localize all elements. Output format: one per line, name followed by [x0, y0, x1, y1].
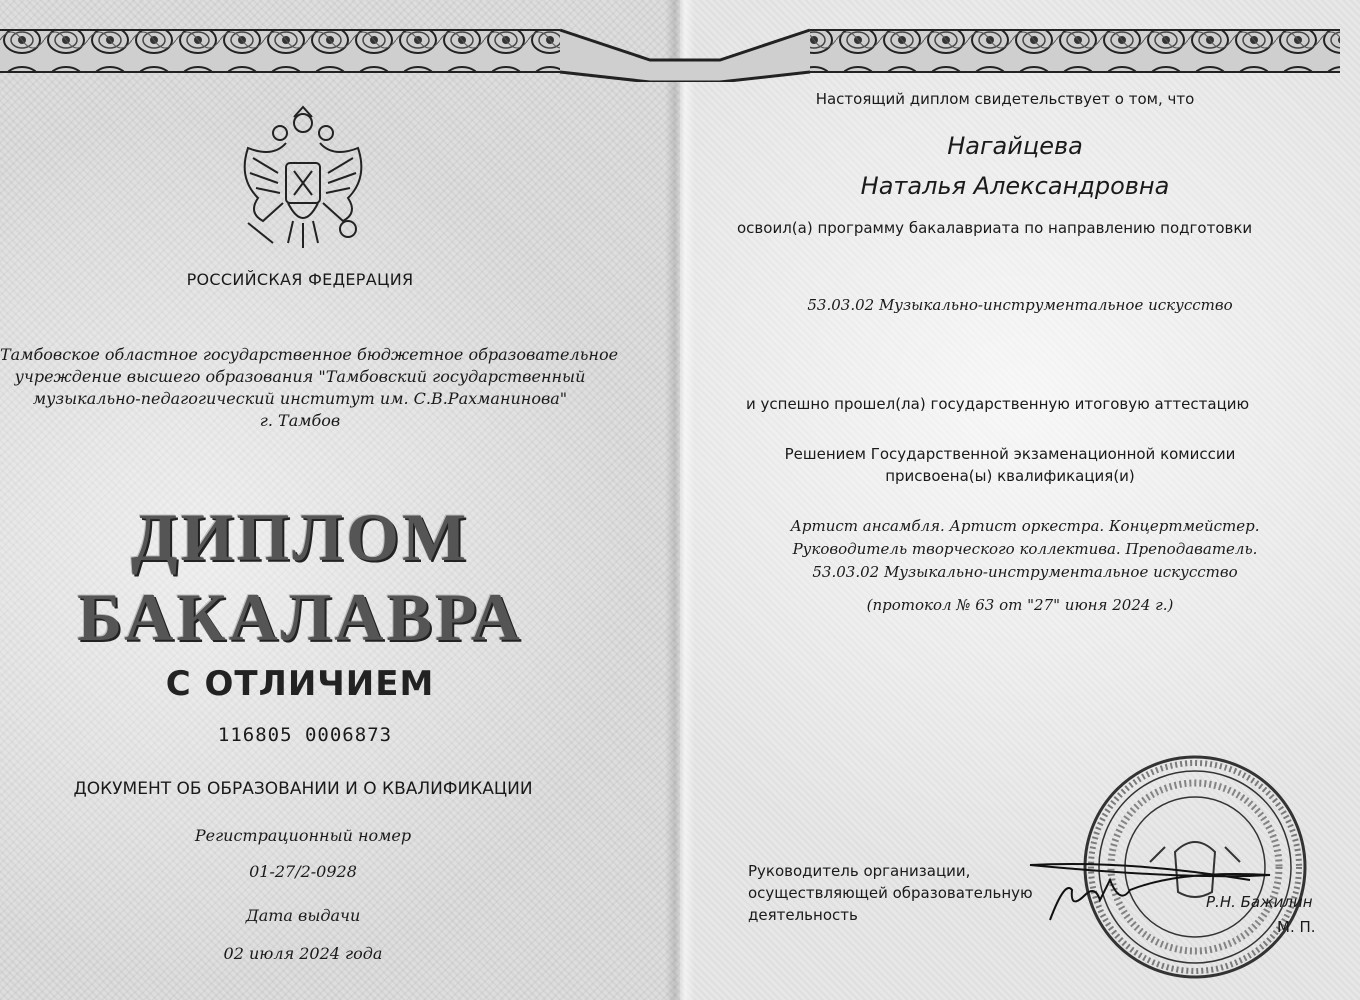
qualification-line: 53.03.02 Музыкально-инструментальное искусство: [812, 563, 1238, 581]
signatory-name: Р.Н. Бажилин: [1206, 893, 1313, 911]
ornamental-border: [0, 20, 1340, 82]
diploma-title-line1: ДИПЛОМ: [130, 499, 470, 575]
seal-place-mark: М. П.: [1277, 918, 1316, 936]
commission-line: присвоена(ы) квалификация(и): [885, 467, 1135, 485]
page-fold: [665, 0, 695, 1000]
institution-city: г. Тамбов: [259, 411, 341, 430]
issue-date: 02 июля 2024 года: [223, 944, 383, 963]
country-name: РОССИЙСКАЯ ФЕДЕРАЦИЯ: [186, 270, 414, 289]
graduate-surname: Нагайцева: [947, 132, 1083, 160]
attestation-text: и успешно прошел(ла) государственную итоговую аттестацию: [746, 395, 1250, 413]
institution-line: музыкально-педагогический институт им. С.В.Рахманинова": [32, 389, 568, 408]
registration-number: 01-27/2-0928: [249, 862, 357, 881]
graduate-given-names: Наталья Александровна: [860, 172, 1170, 200]
protocol-reference: (протокол № 63 от "27" июня 2024 г.): [866, 596, 1174, 614]
issue-date-label: Дата выдачи: [245, 906, 361, 925]
program-name: 53.03.02 Музыкально-инструментальное искусство: [807, 296, 1233, 314]
qualification-line: Артист ансамбля. Артист оркестра. Концертмейстер.: [790, 517, 1260, 535]
institution-line: учреждение высшего образования "Тамбовский государственный: [14, 367, 586, 386]
registration-label: Регистрационный номер: [194, 826, 412, 845]
diploma-title-line2: БАКАЛАВРА: [77, 579, 523, 655]
qualifications-block: [720, 515, 1330, 584]
signatory-title: [748, 860, 1033, 926]
institution-block: [0, 344, 619, 432]
document-type: ДОКУМЕНТ ОБ ОБРАЗОВАНИИ И О КВАЛИФИКАЦИИ: [73, 779, 533, 799]
signatory-line: деятельность: [748, 906, 858, 924]
institution-line: Тамбовское областное государственное бюджетное образовательное: [0, 345, 619, 364]
certifies-intro: Настоящий диплом свидетельствует о том, что: [815, 90, 1195, 108]
signature: [1010, 850, 1280, 930]
commission-decision: [700, 443, 1320, 487]
program-mastered-text: освоил(а) программу бакалавриата по направлению подготовки: [737, 219, 1253, 237]
signatory-line: осуществляющей образовательную: [748, 884, 1033, 902]
coat-of-arms-icon: [228, 103, 378, 263]
serial-number: 116805 0006873: [217, 724, 393, 746]
honors-subtitle: С ОТЛИЧИЕМ: [165, 664, 435, 704]
qualification-line: Руководитель творческого коллектива. Преподаватель.: [792, 540, 1258, 558]
signatory-line: Руководитель организации,: [748, 862, 971, 880]
commission-line: Решением Государственной экзаменационной комиссии: [784, 445, 1236, 463]
